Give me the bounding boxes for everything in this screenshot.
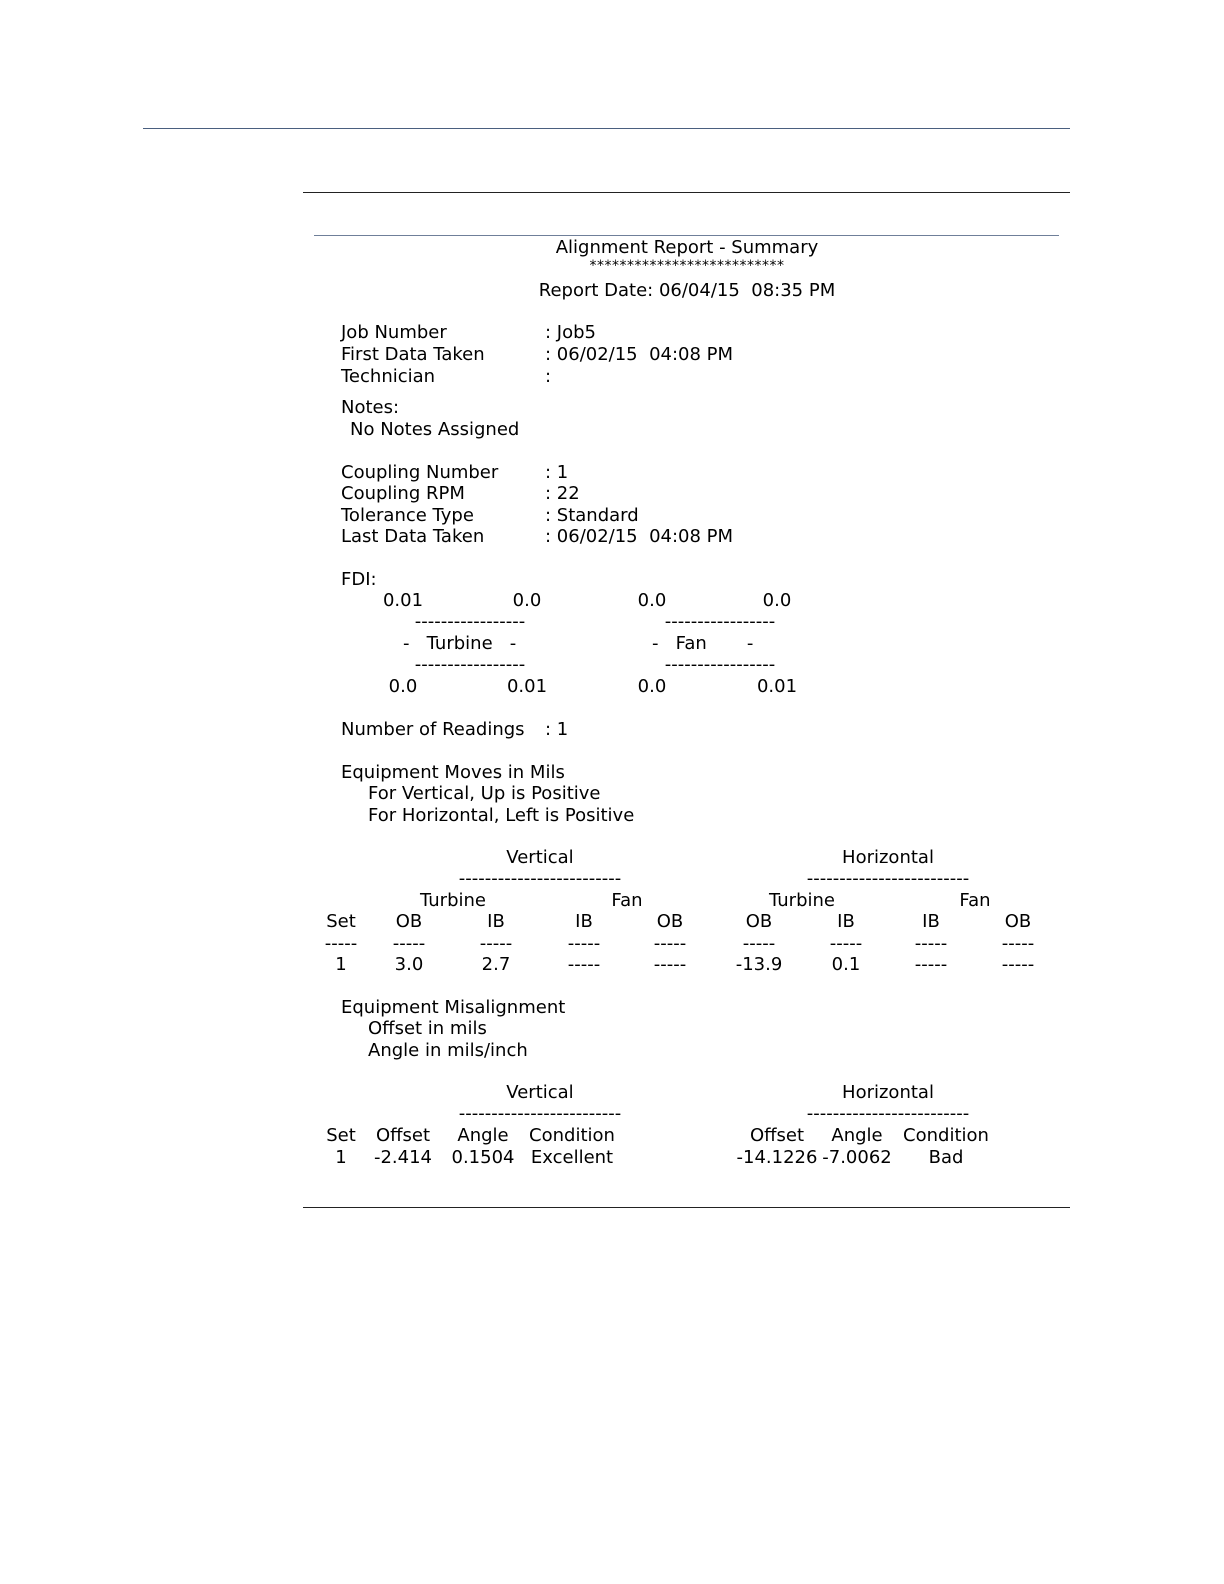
coupling-rpm-label: Coupling RPM: [341, 483, 465, 504]
report-title: Alignment Report - Summary: [555, 237, 819, 258]
moves-header-dash: -----: [653, 933, 687, 954]
moves-header-dash: -----: [1001, 933, 1035, 954]
moves-row-cell: 3.0: [394, 954, 424, 975]
fdi-top-value: 0.0: [762, 590, 792, 611]
moves-header-cell: OB: [745, 911, 773, 932]
fdi-bottom-value: 0.0: [388, 676, 418, 697]
moves-group-dash: -------------------------: [458, 868, 622, 889]
misalignment-row-cell: Excellent: [530, 1147, 614, 1168]
coupling-number-value: : 1: [545, 462, 569, 483]
moves-header-cell: IB: [487, 911, 505, 932]
moves-note-horizontal: For Horizontal, Left is Positive: [368, 805, 635, 826]
technician-label: Technician: [341, 366, 436, 387]
moves-row-cell: -----: [567, 954, 601, 975]
header-rule: [143, 128, 1070, 129]
misalignment-row-cell: 1: [335, 1147, 347, 1168]
moves-header-cell: IB: [575, 911, 593, 932]
last-data-label: Last Data Taken: [341, 526, 485, 547]
misalignment-header-cell: Offset: [375, 1125, 431, 1146]
fdi-top-value: 0.01: [382, 590, 424, 611]
moves-vertical-heading: Vertical: [506, 847, 574, 868]
fdi-top-value: 0.0: [637, 590, 667, 611]
coupling-rpm-value: : 22: [545, 483, 580, 504]
moves-header-cell: IB: [922, 911, 940, 932]
misalignment-header-cell: Condition: [903, 1125, 989, 1146]
tolerance-type-value: : Standard: [545, 505, 639, 526]
last-data-value: : 06/02/15 04:08 PM: [545, 526, 734, 547]
notes-text: No Notes Assigned: [350, 419, 520, 440]
misalignment-row-cell: 0.1504: [451, 1147, 515, 1168]
moves-row-cell: -----: [914, 954, 948, 975]
moves-fan-heading: Fan: [959, 890, 991, 911]
moves-row-cell: 1: [335, 954, 347, 975]
moves-turbine-heading: Turbine: [420, 890, 486, 911]
misalignment-row-cell: -14.1226: [736, 1147, 818, 1168]
moves-note-vertical: For Vertical, Up is Positive: [368, 783, 601, 804]
misalignment-vertical-heading: Vertical: [506, 1082, 574, 1103]
job-number-value: : Job5: [545, 322, 596, 343]
moves-header-cell: IB: [837, 911, 855, 932]
fdi-dash-line: -----------------: [664, 654, 776, 675]
fdi-turbine-label: - Turbine -: [403, 633, 517, 654]
readings-label: Number of Readings: [341, 719, 525, 740]
moves-group-dash: -------------------------: [806, 868, 970, 889]
misalignment-angle-note: Angle in mils/inch: [368, 1040, 528, 1061]
moves-horizontal-heading: Horizontal: [842, 847, 934, 868]
misalignment-header-cell: Angle: [831, 1125, 883, 1146]
moves-fan-heading: Fan: [611, 890, 643, 911]
moves-header-dash: -----: [392, 933, 426, 954]
misalignment-header-cell: Set: [326, 1125, 356, 1146]
job-number-label: Job Number: [341, 322, 447, 343]
moves-row-cell: -----: [653, 954, 687, 975]
misalignment-group-dash: -------------------------: [458, 1103, 622, 1124]
moves-header-dash: -----: [914, 933, 948, 954]
misalignment-row-cell: Bad: [928, 1147, 964, 1168]
first-data-label: First Data Taken: [341, 344, 485, 365]
misalignment-row-cell: -7.0062: [822, 1147, 892, 1168]
coupling-number-label: Coupling Number: [341, 462, 499, 483]
moves-header-dash: -----: [567, 933, 601, 954]
moves-header-dash: -----: [742, 933, 776, 954]
fdi-dash-line: -----------------: [414, 654, 526, 675]
readings-value: : 1: [545, 719, 569, 740]
notes-label: Notes:: [341, 397, 400, 418]
figure-top-rule: [303, 192, 1070, 193]
fdi-top-value: 0.0: [512, 590, 542, 611]
technician-value: :: [545, 366, 552, 387]
moves-header-dash: -----: [479, 933, 513, 954]
moves-header-cell: OB: [656, 911, 684, 932]
moves-turbine-heading: Turbine: [769, 890, 835, 911]
moves-row-cell: -----: [1001, 954, 1035, 975]
moves-header-dash: -----: [324, 933, 358, 954]
misalignment-title: Equipment Misalignment: [341, 997, 566, 1018]
moves-header-cell: OB: [1004, 911, 1032, 932]
misalignment-horizontal-heading: Horizontal: [842, 1082, 934, 1103]
report-top-rule: [314, 235, 1059, 236]
misalignment-group-dash: -------------------------: [806, 1103, 970, 1124]
misalignment-offset-note: Offset in mils: [368, 1018, 487, 1039]
figure-bottom-rule: [303, 1207, 1070, 1208]
report-date: Report Date: 06/04/15 08:35 PM: [538, 280, 836, 301]
fdi-bottom-value: 0.0: [637, 676, 667, 697]
fdi-dash-line: -----------------: [414, 611, 526, 632]
fdi-fan-label: - Fan -: [652, 633, 754, 654]
moves-header-cell: Set: [326, 911, 356, 932]
moves-row-cell: 2.7: [481, 954, 511, 975]
misalignment-header-cell: Condition: [529, 1125, 615, 1146]
moves-row-cell: -13.9: [735, 954, 783, 975]
first-data-value: : 06/02/15 04:08 PM: [545, 344, 734, 365]
moves-header-dash: -----: [829, 933, 863, 954]
moves-row-cell: 0.1: [831, 954, 861, 975]
misalignment-header-cell: Offset: [749, 1125, 805, 1146]
fdi-label: FDI:: [341, 569, 377, 590]
fdi-bottom-value: 0.01: [506, 676, 548, 697]
fdi-bottom-value: 0.01: [756, 676, 798, 697]
tolerance-type-label: Tolerance Type: [341, 505, 474, 526]
title-underline-stars: **************************: [589, 258, 785, 274]
moves-title: Equipment Moves in Mils: [341, 762, 565, 783]
fdi-dash-line: -----------------: [664, 611, 776, 632]
moves-header-cell: OB: [395, 911, 423, 932]
misalignment-row-cell: -2.414: [373, 1147, 433, 1168]
misalignment-header-cell: Angle: [457, 1125, 509, 1146]
